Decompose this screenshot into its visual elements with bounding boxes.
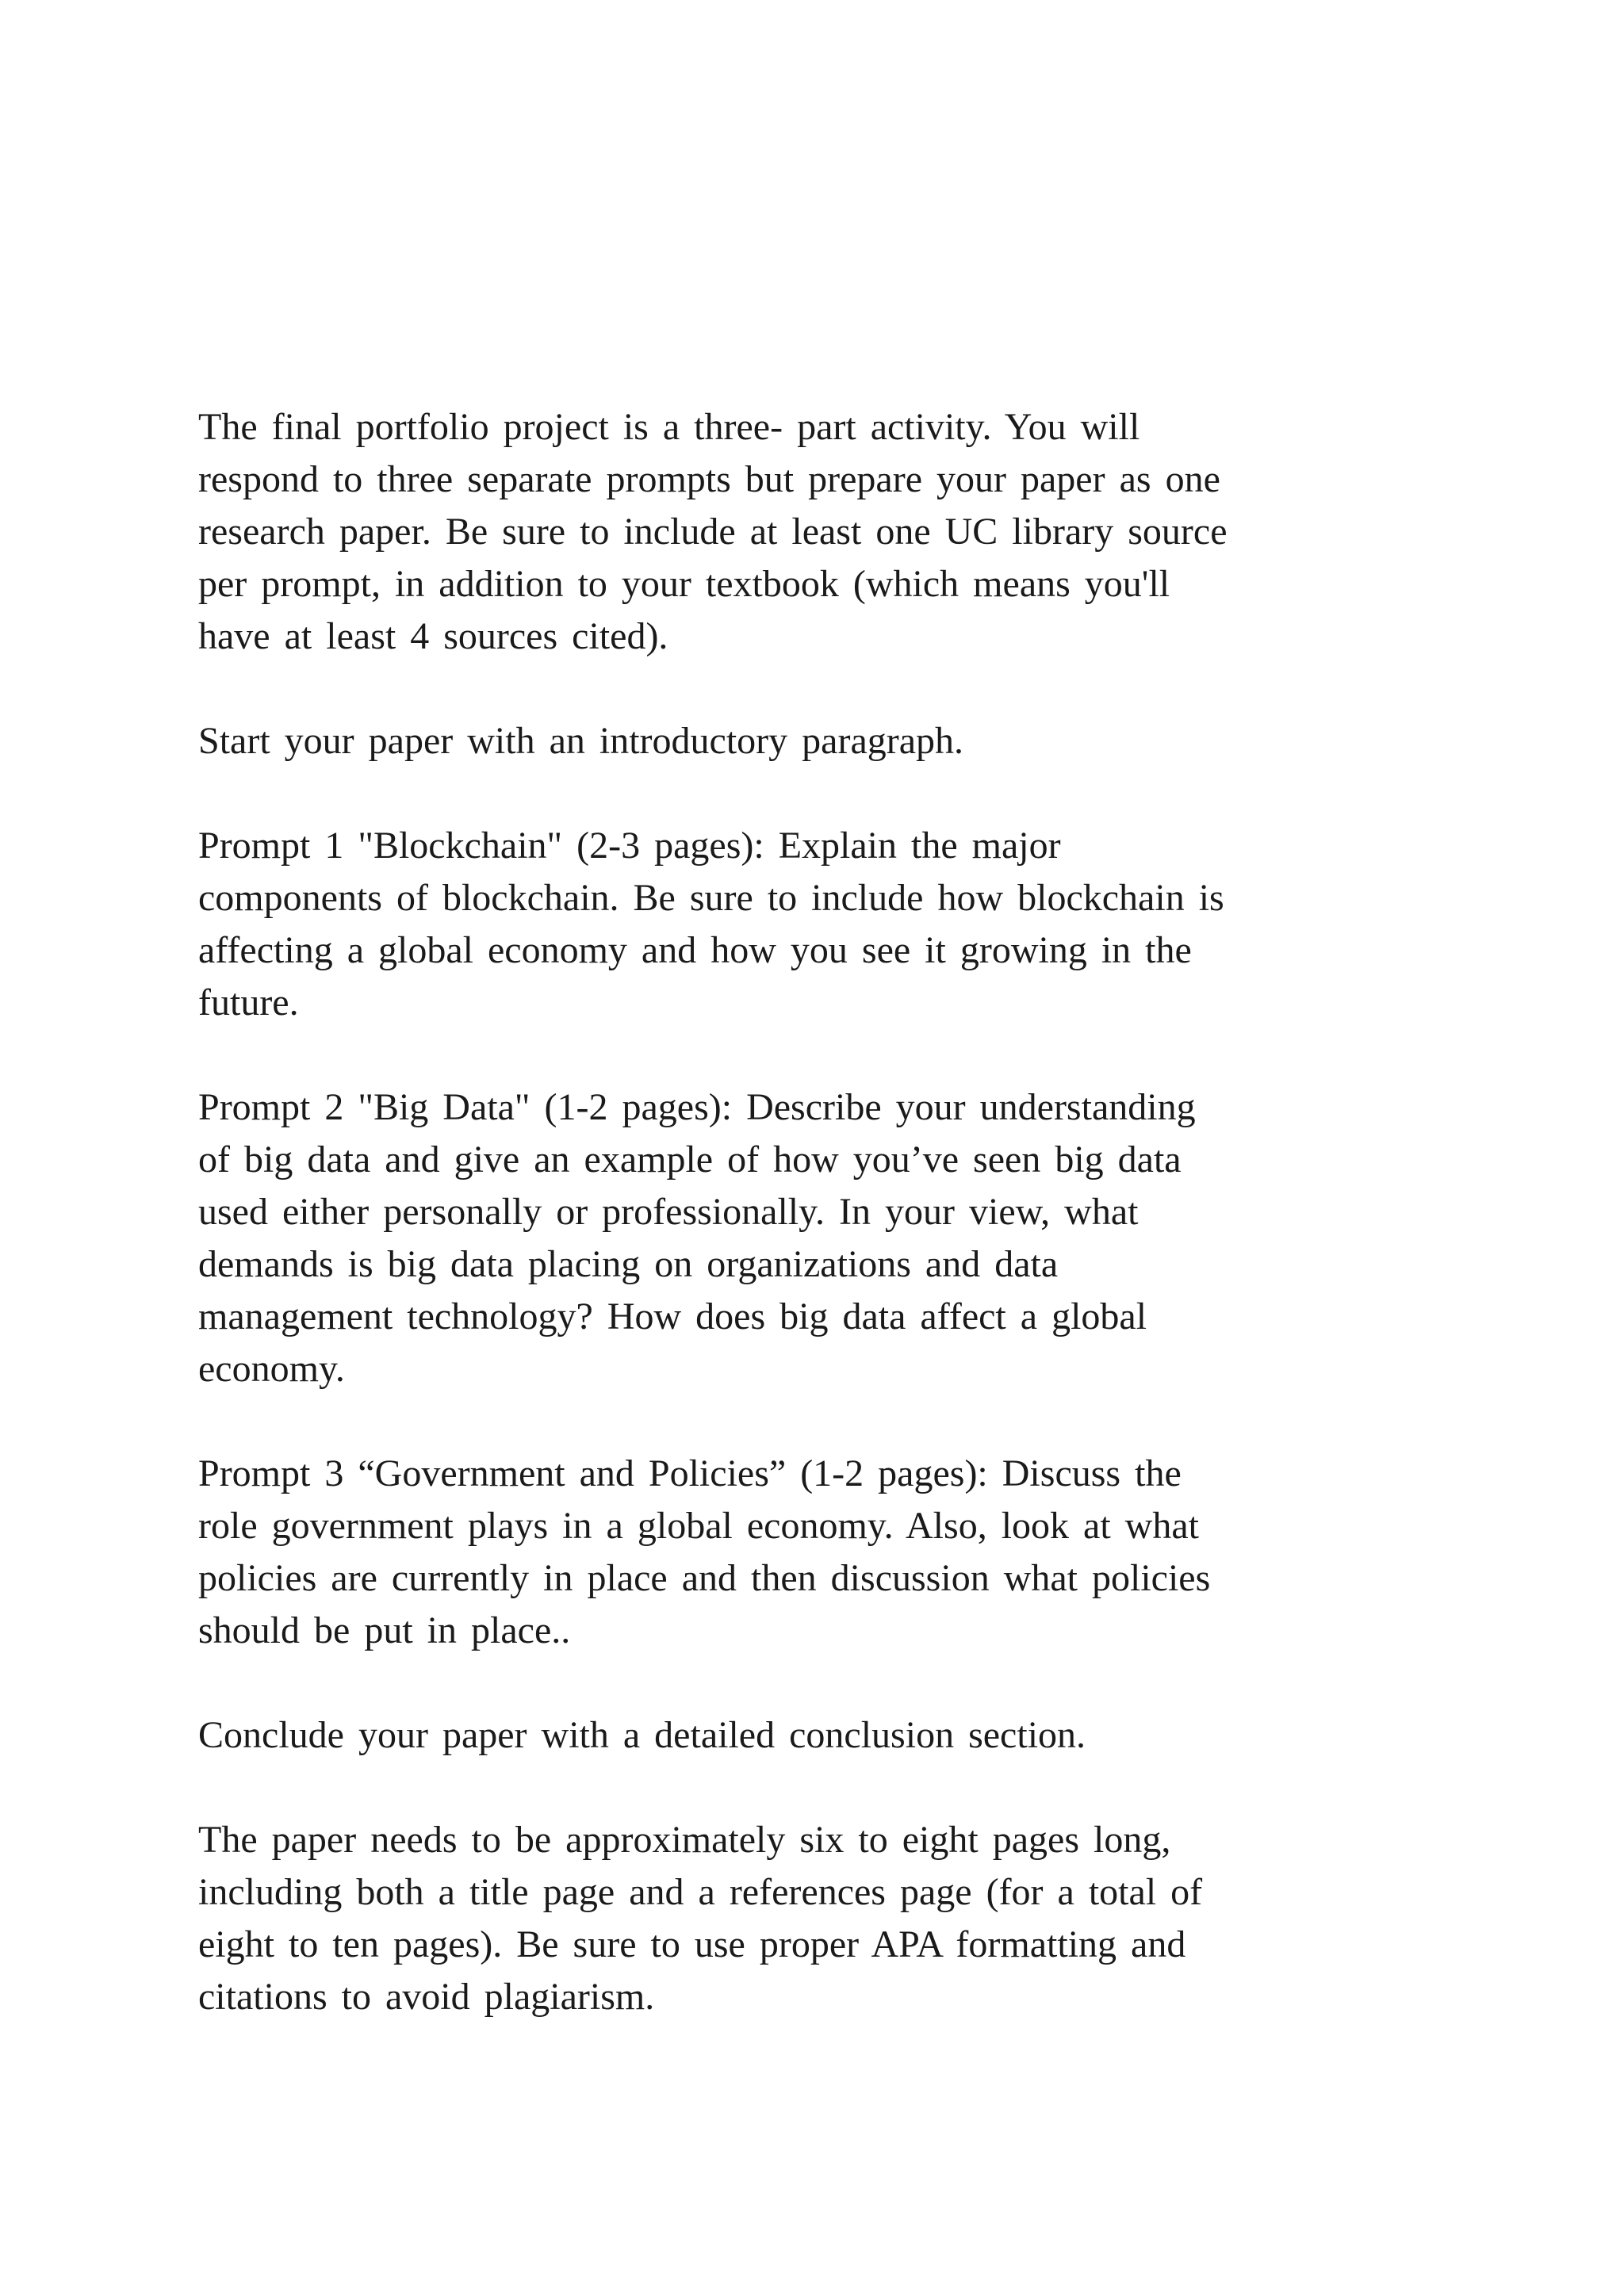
text-line: policies are currently in place and then discussion what policies (198, 1557, 1211, 1599)
text-line: eight to ten pages). Be sure to use proper APA formatting and (198, 1923, 1186, 1965)
text-line: including both a title page and a references page (for a total of (198, 1871, 1203, 1913)
paragraph-prompt-3 (198, 1448, 1483, 1657)
text-line: management technology? How does big data affect a global (198, 1295, 1147, 1337)
text-line: Prompt 2 "Big Data" (1-2 pages): Describe your understanding (198, 1086, 1196, 1128)
text-line: future. (198, 982, 299, 1024)
paragraph-requirements (198, 1814, 1483, 2023)
text-line: The paper needs to be approximately six to eight pages long, (198, 1819, 1171, 1861)
text-line: components of blockchain. Be sure to include how blockchain is (198, 877, 1224, 919)
text-line: economy. (198, 1348, 345, 1390)
paragraph-introduction (198, 715, 1483, 767)
text-line: research paper. Be sure to include at least one UC library source (198, 511, 1228, 553)
text-line: used either personally or professionally. In your view, what (198, 1191, 1139, 1233)
text-line: per prompt, in addition to your textbook (which means you'll (198, 563, 1170, 605)
text-line: should be put in place.. (198, 1609, 571, 1651)
text-line: Start your paper with an introductory paragraph. (198, 720, 964, 762)
paragraph-conclusion (198, 1709, 1483, 1762)
text-line: citations to avoid plagiarism. (198, 1976, 655, 2018)
paragraph-prompt-1 (198, 820, 1483, 1029)
text-line: affecting a global economy and how you see it growing in the (198, 929, 1192, 971)
document-body (198, 401, 1483, 2023)
text-line: of big data and give an example of how you’ve seen big data (198, 1138, 1182, 1181)
text-line: have at least 4 sources cited). (198, 615, 668, 657)
text-line: demands is big data placing on organizations and data (198, 1243, 1059, 1285)
paragraph-overview (198, 401, 1483, 663)
text-line: Prompt 1 "Blockchain" (2-3 pages): Explain the major (198, 825, 1061, 867)
text-line: respond to three separate prompts but prepare your paper as one (198, 458, 1220, 500)
text-line: Conclude your paper with a detailed conclusion section. (198, 1714, 1086, 1756)
text-line: Prompt 3 “Government and Policies” (1-2 pages): Discuss the (198, 1452, 1182, 1494)
text-line: role government plays in a global economy. Also, look at what (198, 1505, 1199, 1547)
text-line: The final portfolio project is a three- part activity. You will (198, 406, 1140, 448)
paragraph-prompt-2 (198, 1081, 1483, 1395)
